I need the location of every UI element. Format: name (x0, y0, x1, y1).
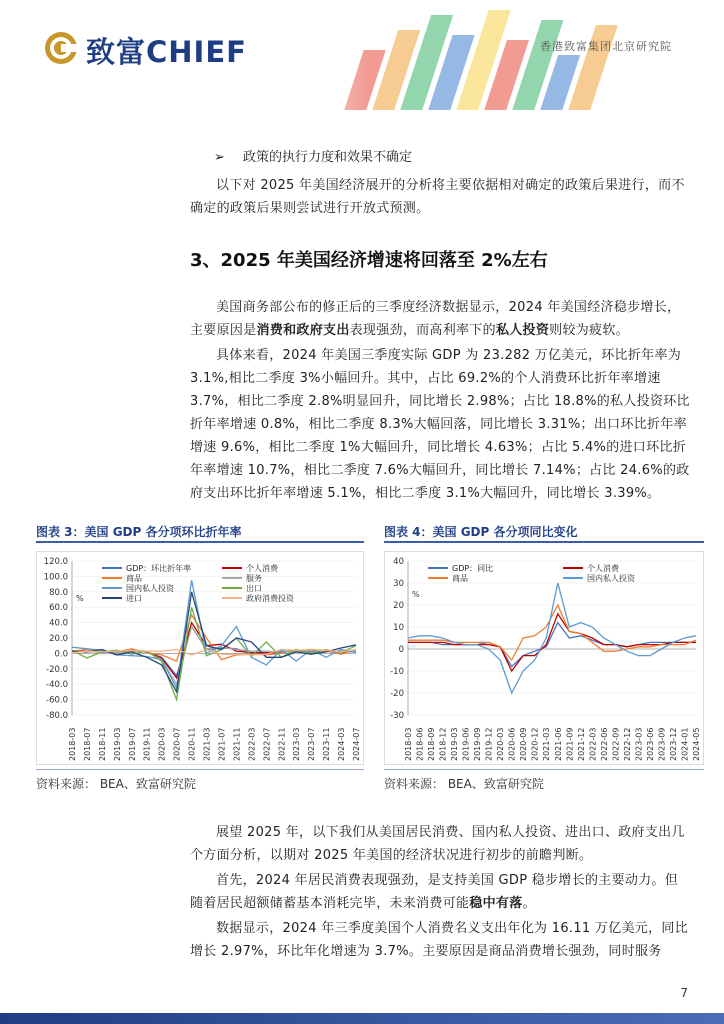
x-tick-label: 2020-03 (496, 727, 506, 761)
legend-label: GDP：环比折年率 (126, 564, 192, 573)
logo-text: 致富CHIEF (86, 35, 247, 69)
x-tick-label: 2021-06 (553, 727, 563, 761)
y-tick-label: -80.0 (46, 711, 68, 721)
x-tick-label: 2021-09 (565, 727, 575, 761)
legend-label: GDP：同比 (452, 564, 494, 573)
x-tick-label: 2020-12 (530, 727, 540, 761)
y-tick-label: -30 (390, 711, 404, 721)
x-tick-label: 2019-11 (142, 727, 152, 761)
y-tick-label: -20 (390, 689, 404, 699)
chart4-title: 图表 4：美国 GDP 各分项同比变化 (384, 525, 578, 539)
x-tick-label: 2024-07 (352, 727, 361, 761)
y-tick-label: -10 (390, 667, 404, 677)
paragraph-6: 数据显示，2024 年三季度美国个人消费名义支出年化为 16.11 万亿美元，同比增长 2.97%，环比年化增速为 3.7%。主要原因是商品消费增长强劲，同时服务 (190, 921, 688, 959)
legend-label: 政府消费投资 (246, 594, 294, 603)
y-tick-label: 10 (393, 623, 404, 633)
decorative-chart-graphic (250, 0, 724, 122)
legend-label: 个人消费 (246, 564, 278, 573)
x-tick-label: 2024-05 (692, 727, 701, 761)
x-tick-label: 2021-03 (202, 727, 212, 761)
x-tick-label: 2024-01 (680, 727, 690, 761)
x-tick-label: 2023-12 (668, 727, 678, 761)
legend-label: 出口 (246, 584, 262, 593)
x-tick-label: 2023-03 (292, 727, 302, 761)
y-tick-label: -60.0 (46, 695, 68, 706)
chart3-title-rule (36, 541, 364, 543)
footer-bar (0, 1013, 724, 1024)
legend-label: 商品 (452, 574, 468, 583)
chart4-source: 资料来源： BEA、致富研究院 (384, 777, 544, 791)
y-tick-label: 120.0 (43, 557, 68, 567)
legend-label: 进口 (126, 594, 142, 603)
chart3-source-rule (36, 769, 364, 770)
logo-icon (44, 31, 78, 65)
paragraph-5: 首先，2024 年居民消费表现强劲，是支持美国 GDP 稳步增长的主要动力。但随着居民超额储蓄基本消耗完毕，未来消费可能稳中有落。 (190, 873, 679, 911)
y-tick-label: 0.0 (54, 649, 68, 660)
x-tick-label: 2023-06 (645, 727, 655, 761)
x-tick-label: 2023-09 (657, 727, 667, 761)
x-tick-label: 2020-09 (519, 727, 529, 761)
x-tick-label: 2024-03 (337, 727, 347, 761)
x-tick-label: 2018-03 (68, 727, 77, 761)
y-tick-label: 30 (393, 579, 404, 589)
x-tick-label: 2021-07 (217, 727, 227, 761)
chart4-source-rule (384, 769, 704, 770)
unit-label: % (412, 590, 420, 599)
y-tick-label: 40.0 (49, 618, 68, 629)
y-tick-label: -20.0 (46, 664, 68, 675)
bullet-text: 政策的执行力度和效果不确定 (243, 150, 413, 165)
x-tick-label: 2018-06 (415, 727, 425, 761)
chart3-title: 图表 3：美国 GDP 各分项环比折年率 (36, 525, 242, 539)
y-tick-label: 20.0 (49, 634, 68, 644)
bullet-item (214, 146, 412, 165)
x-tick-label: 2019-12 (484, 727, 494, 761)
bullet-marker: ➢ (214, 150, 225, 165)
x-tick-label: 2020-11 (187, 727, 197, 761)
page-header (0, 0, 724, 122)
legend-label: 服务 (246, 574, 262, 583)
x-tick-label: 2022-03 (247, 727, 257, 761)
paragraph-2: 美国商务部公布的修正后的三季度经济数据显示，2024 年美国经济稳步增长，主要原因是消费和政府支出表现强劲，而高利率下的私人投资则较为疲软。 (190, 300, 681, 338)
y-tick-label: 20 (393, 601, 404, 611)
y-tick-label: 100.0 (43, 572, 68, 583)
x-tick-label: 2020-07 (172, 727, 182, 761)
x-tick-label: 2019-07 (127, 727, 137, 761)
x-tick-label: 2023-07 (307, 727, 317, 761)
y-tick-label: -40.0 (46, 680, 68, 691)
x-tick-label: 2023-03 (634, 727, 644, 761)
institute-name: 香港致富集团北京研究院 (540, 40, 672, 53)
x-tick-label: 2023-11 (322, 727, 332, 761)
x-tick-label: 2018-12 (438, 727, 448, 761)
x-tick-label: 2022-09 (611, 727, 621, 761)
x-tick-label: 2022-12 (622, 727, 632, 761)
legend-label: 国内私人投资 (587, 574, 635, 583)
legend-label: 个人消费 (587, 564, 619, 573)
x-tick-label: 2018-09 (427, 727, 437, 761)
x-tick-label: 2018-11 (97, 727, 107, 761)
x-tick-label: 2020-06 (507, 727, 517, 761)
x-tick-label: 2018-03 (404, 727, 413, 761)
paragraph-1: 以下对 2025 年美国经济展开的分析将主要依据相对确定的政策后果进行，而不确定的政策后果则尝试进行开放式预测。 (190, 178, 685, 216)
x-tick-label: 2019-03 (450, 727, 460, 761)
x-tick-label: 2018-07 (82, 727, 92, 761)
chart3-plot (36, 551, 364, 765)
x-tick-label: 2019-03 (112, 727, 122, 761)
x-tick-label: 2021-12 (576, 727, 586, 761)
x-tick-label: 2021-03 (542, 727, 552, 761)
y-tick-label: 80.0 (49, 587, 68, 598)
x-tick-label: 2022-06 (599, 727, 609, 761)
page-number: 7 (680, 986, 688, 1000)
x-tick-label: 2021-11 (232, 727, 242, 761)
x-tick-label: 2022-03 (588, 727, 598, 761)
x-tick-label: 2020-03 (157, 727, 167, 761)
y-tick-label: 0 (398, 645, 404, 655)
legend-label: 国内私人投资 (126, 584, 174, 593)
paragraph-4: 展望 2025 年，以下我们从美国居民消费、国内私人投资、进出口、政府支出几个方面分析，以期对 2025 年美国的经济状况进行初步的前瞻判断。 (190, 825, 685, 863)
y-tick-label: 40 (393, 557, 404, 567)
x-tick-label: 2022-11 (277, 727, 287, 761)
legend-label: 商品 (126, 574, 142, 583)
x-tick-label: 2019-06 (461, 727, 471, 761)
x-tick-label: 2022-07 (262, 727, 272, 761)
section-heading: 3、2025 年美国经济增速将回落至 2%左右 (190, 250, 548, 271)
chart3-source: 资料来源： BEA、致富研究院 (36, 777, 196, 791)
paragraph-3: 具体来看，2024 年美国三季度实际 GDP 为 23.282 万亿美元，环比折年率为 3.1%,相比二季度 3%小幅回升。其中，占比 69.2%的个人消费环比折年率增速 3.7%，相比二季度 2.8%明显回升，同比增长 2.98%；占比 18.8%的私人投资环比折年率增速 0.8%，相比二季度 8.3%大幅回落，同比增长 3.31%；出口环比折年率增速 9.6%，相比二季度 1%大幅回升，同比增长 4.63%；占比 5.4%的进口环比折年率增速 10.7%，相比二季度 7.6%大幅回升，同比增长 7.14%；占比 24.6%的政府支出环比折年率增速 5.1%，相比二季度 3.1%大幅回升，同比增长 3.39%。 (190, 348, 690, 501)
x-tick-label: 2019-09 (473, 727, 483, 761)
y-tick-label: 60.0 (49, 603, 68, 614)
chart4-title-rule (384, 541, 704, 543)
unit-label: % (76, 594, 84, 603)
chart4-plot (384, 551, 704, 765)
